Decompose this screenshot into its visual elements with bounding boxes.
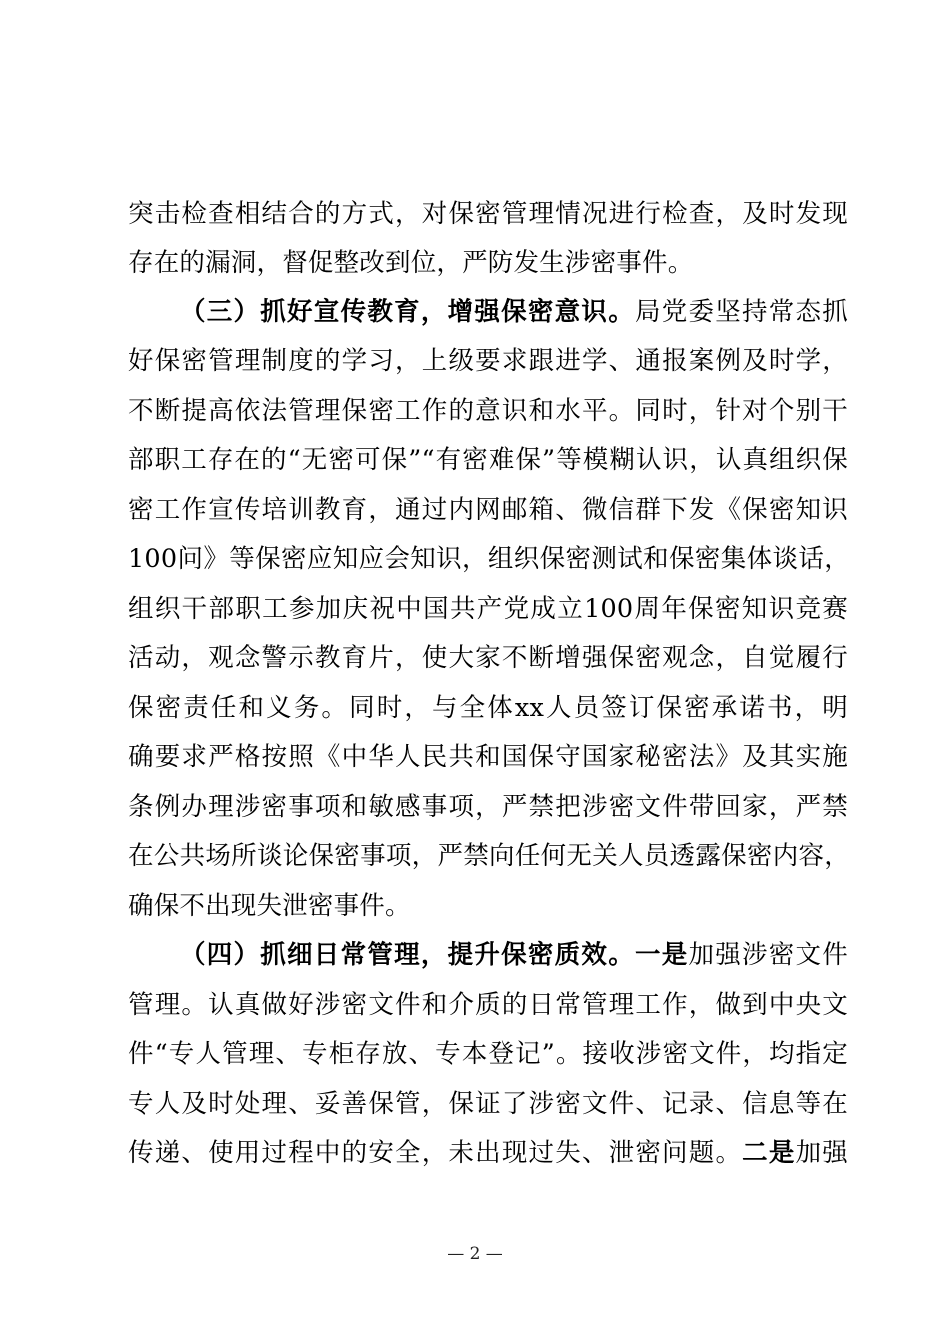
body-text-line xyxy=(128,684,848,733)
body-text-line xyxy=(128,486,848,535)
section-heading-four: （四）抓细日常管理，提升保密质效。一是 xyxy=(180,940,689,970)
section-heading-line xyxy=(180,288,848,337)
line-text: 好保密管理制度的学习，上级要求跟进学、通报案例及时学， xyxy=(128,346,848,376)
line-text: 专人及时处理、妥善保管，保证了涉密文件、记录、信息等在 xyxy=(128,1089,848,1119)
page-number: — 2 — xyxy=(447,1244,503,1264)
body-text-line xyxy=(128,190,848,239)
body-text-line xyxy=(128,882,848,931)
line-text: 加强涉密文件 xyxy=(688,940,848,970)
line-text: 突击检查相结合的方式，对保密管理情况进行检查，及时发现 xyxy=(128,199,848,229)
line-text: 存在的漏洞，督促整改到位，严防发生涉密事件。 xyxy=(128,248,694,278)
body-text-line xyxy=(128,239,848,288)
body-text-line xyxy=(128,337,848,386)
body-text-line xyxy=(128,832,850,881)
line-text: 活动，观念警示教育片，使大家不断增强保密观念，自觉履行 xyxy=(128,643,848,673)
body-text-line xyxy=(128,585,848,634)
body-text-line xyxy=(128,436,848,485)
line-text: 确要求严格按照《中华人民共和国保守国家秘密法》及其实施 xyxy=(128,742,848,772)
line-text: 密工作宣传培训教育，通过内网邮箱、微信群下发《保密知识 xyxy=(128,495,848,525)
body-text-line xyxy=(128,535,850,584)
line-text: 条例办理涉密事项和敏感事项，严禁把涉密文件带回家，严禁 xyxy=(128,792,848,822)
line-text: 保密责任和义务。同时，与全体xx人员签订保密承诺书，明 xyxy=(128,693,848,723)
line-text: 100问》等保密应知应会知识，组织保密测试和保密集体谈话， xyxy=(128,544,850,574)
line-text: 不断提高依法管理保密工作的意识和水平。同时，针对个别干 xyxy=(128,396,848,426)
line-text: 件“专人管理、专柜存放、专本登记”。接收涉密文件，均指定 xyxy=(128,1039,848,1069)
line-text: 传递、使用过程中的安全，未出现过失、泄密问题。 xyxy=(128,1138,743,1168)
line-text: 在公共场所谈论保密事项，严禁向任何无关人员透露保密内容， xyxy=(128,841,850,871)
line-text: 管理。认真做好涉密文件和介质的日常管理工作，做到中央文 xyxy=(128,990,848,1020)
line-text: 加强 xyxy=(795,1138,848,1168)
body-text-line xyxy=(128,1129,848,1178)
body-text-line xyxy=(128,981,848,1030)
section-heading-line xyxy=(180,931,848,980)
line-text: 部职工存在的“无密可保”“有密难保”等模糊认识，认真组织保 xyxy=(128,445,848,475)
body-text-line xyxy=(128,1080,848,1129)
body-text-line xyxy=(128,634,848,683)
line-text: 确保不出现失泄密事件。 xyxy=(128,891,411,921)
body-text-line xyxy=(128,783,848,832)
inline-bold-text: 二是 xyxy=(742,1138,796,1168)
line-text: 局党委坚持常态抓 xyxy=(634,297,848,327)
body-text-line xyxy=(128,1030,848,1079)
section-heading-three: （三）抓好宣传教育，增强保密意识。 xyxy=(180,297,635,327)
body-text-line xyxy=(128,387,848,436)
body-text-line xyxy=(128,733,848,782)
line-text: 组织干部职工参加庆祝中国共产党成立100周年保密知识竞赛 xyxy=(128,594,848,624)
